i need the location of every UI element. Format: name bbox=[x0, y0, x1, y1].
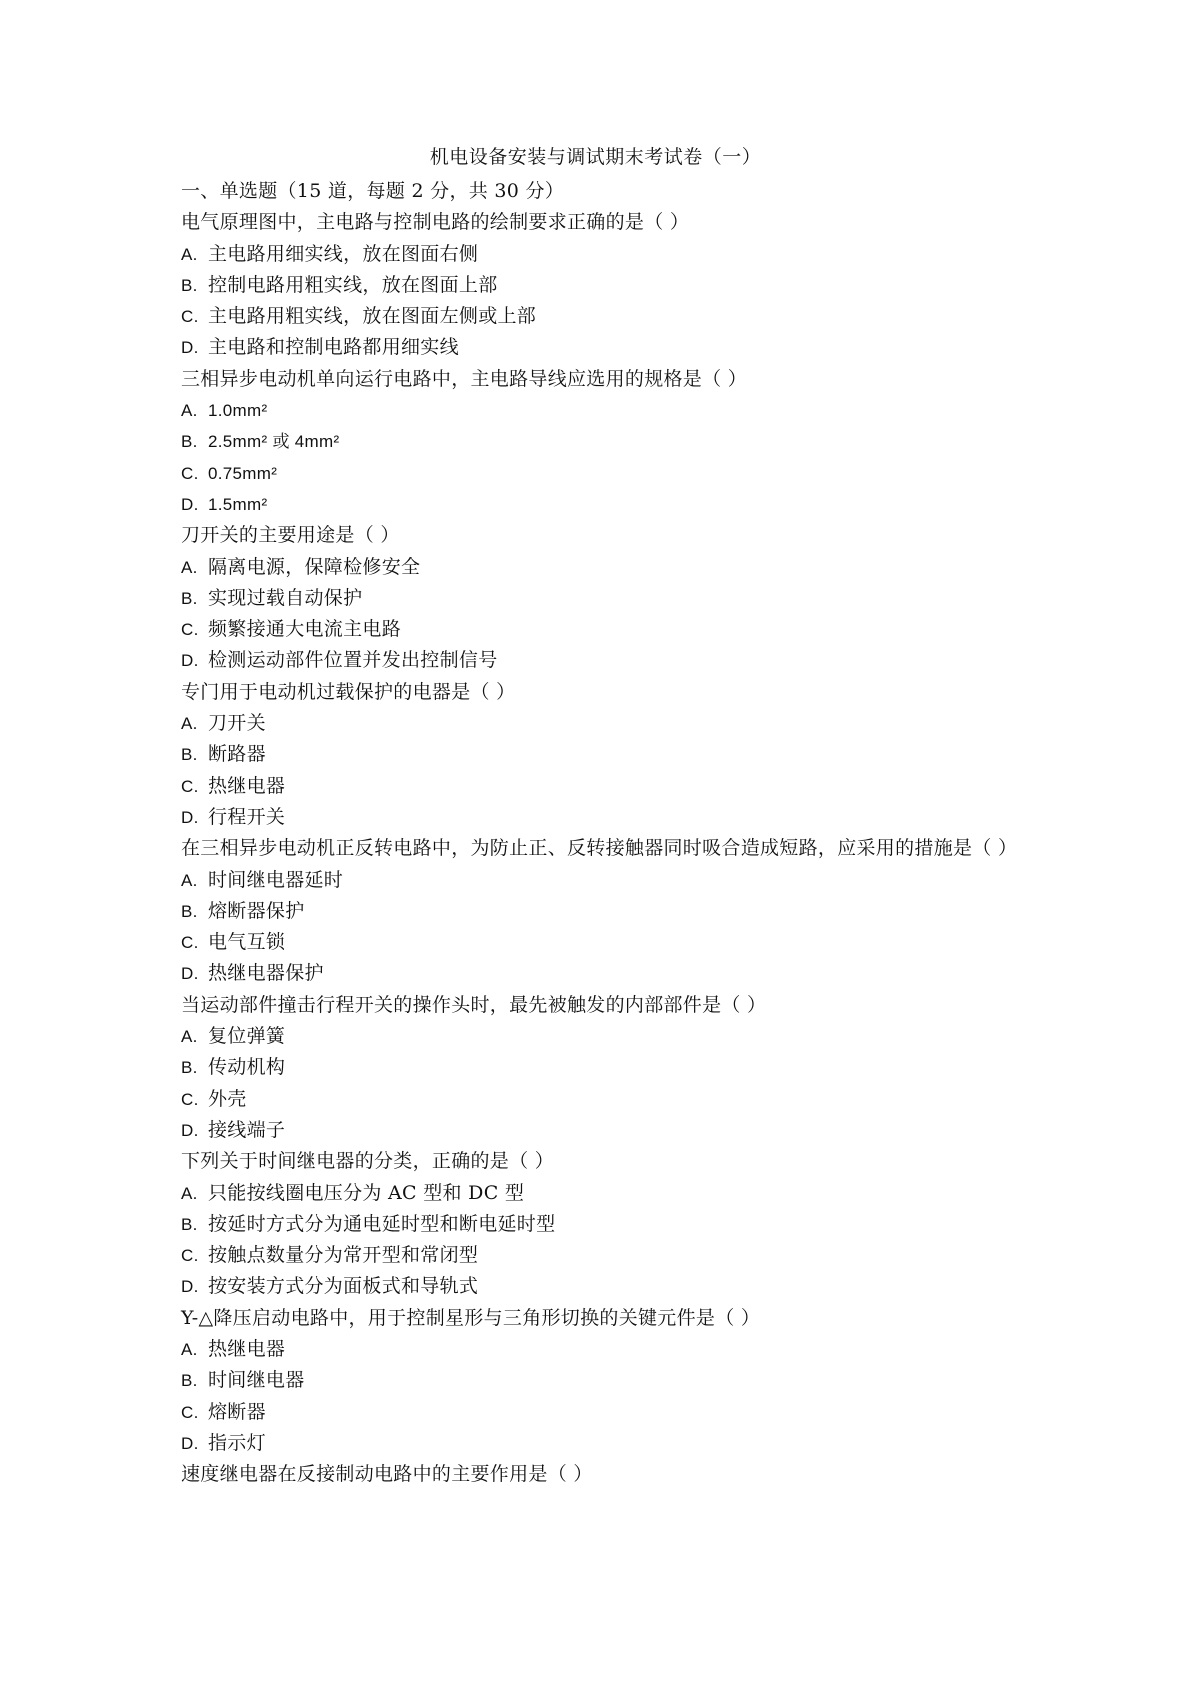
option-letter: C. bbox=[181, 1246, 199, 1266]
option-text: 1.5mm² bbox=[208, 494, 268, 514]
option-text: 断路器 bbox=[208, 743, 266, 766]
answer-option bbox=[181, 332, 1031, 363]
answer-option bbox=[181, 1052, 1031, 1083]
option-letter: D. bbox=[181, 1120, 199, 1140]
option-text: 热继电器 bbox=[208, 1337, 286, 1360]
option-text: 熔断器保护 bbox=[208, 899, 305, 922]
answer-option bbox=[181, 301, 1031, 332]
option-text: 按触点数量分为常开型和常闭型 bbox=[208, 1244, 479, 1267]
option-letter: A. bbox=[181, 870, 198, 890]
answer-option bbox=[181, 489, 1031, 520]
answer-option bbox=[181, 395, 1031, 426]
option-text: 热继电器保护 bbox=[208, 962, 324, 985]
answer-option bbox=[181, 1365, 1031, 1396]
option-letter: C. bbox=[181, 1402, 199, 1422]
option-text: 隔离电源，保障检修安全 bbox=[208, 555, 421, 578]
option-text: 控制电路用粗实线，放在图面上部 bbox=[208, 273, 498, 296]
section-heading: 一、单选题（15 道，每题 2 分，共 30 分） bbox=[181, 180, 565, 202]
option-letter: D. bbox=[181, 651, 199, 671]
option-text: 行程开关 bbox=[208, 805, 286, 828]
option-text: 实现过载自动保护 bbox=[208, 586, 363, 609]
answer-option bbox=[181, 865, 1031, 896]
option-letter: B. bbox=[181, 588, 198, 608]
option-text: 按延时方式分为通电延时型和断电延时型 bbox=[208, 1212, 556, 1235]
option-letter: D. bbox=[181, 1277, 199, 1297]
option-letter: D. bbox=[181, 338, 199, 358]
answer-option bbox=[181, 1084, 1031, 1115]
question-list bbox=[181, 176, 1031, 1490]
question-stem: 当运动部件撞击行程开关的操作头时，最先被触发的内部部件是（ ） bbox=[181, 993, 767, 1016]
option-letter: A. bbox=[181, 244, 198, 264]
answer-option bbox=[181, 927, 1031, 958]
answer-option bbox=[181, 239, 1031, 270]
answer-option bbox=[181, 614, 1031, 645]
option-letter: B. bbox=[181, 745, 198, 765]
option-letter: B. bbox=[181, 275, 198, 295]
answer-option bbox=[181, 458, 1031, 489]
option-text: 时间继电器 bbox=[208, 1369, 305, 1392]
option-letter: A. bbox=[181, 557, 198, 577]
answer-option bbox=[181, 1021, 1031, 1052]
option-text: 频繁接通大电流主电路 bbox=[208, 618, 402, 641]
question-stem: 电气原理图中，主电路与控制电路的绘制要求正确的是（ ） bbox=[181, 211, 690, 234]
answer-option bbox=[181, 552, 1031, 583]
option-letter: A. bbox=[181, 714, 198, 734]
option-text: 指示灯 bbox=[208, 1431, 266, 1454]
option-text: 主电路用粗实线，放在图面左侧或上部 bbox=[208, 305, 537, 328]
option-text: 外壳 bbox=[208, 1087, 247, 1110]
questions-container bbox=[181, 207, 1031, 1490]
option-text: 1.0mm² bbox=[208, 401, 268, 421]
answer-option bbox=[181, 802, 1031, 833]
option-letter: A. bbox=[181, 1339, 198, 1359]
question-stem: Y-△降压启动电路中，用于控制星形与三角形切换的关键元件是（ ） bbox=[181, 1306, 761, 1329]
option-letter: C. bbox=[181, 463, 199, 483]
answer-option bbox=[181, 1397, 1031, 1428]
option-text: 主电路和控制电路都用细实线 bbox=[208, 336, 459, 359]
question-stem: 速度继电器在反接制动电路中的主要作用是（ ） bbox=[181, 1463, 593, 1486]
option-text: 主电路用细实线，放在图面右侧 bbox=[208, 242, 479, 265]
option-text: 熔断器 bbox=[208, 1400, 266, 1423]
option-text: 按安装方式分为面板式和导轨式 bbox=[208, 1275, 479, 1298]
option-text: 2.5mm² 或 4mm² bbox=[208, 432, 340, 452]
answer-option bbox=[181, 896, 1031, 927]
option-letter: D. bbox=[181, 964, 199, 984]
option-letter: C. bbox=[181, 307, 199, 327]
answer-option bbox=[181, 1178, 1031, 1209]
option-letter: D. bbox=[181, 1433, 199, 1453]
option-text: 热继电器 bbox=[208, 774, 286, 797]
answer-option bbox=[181, 1240, 1031, 1271]
option-letter: A. bbox=[181, 1027, 198, 1047]
document-title: 机电设备安装与调试期末考试卷（一） bbox=[429, 146, 762, 168]
question-stem: 三相异步电动机单向运行电路中，主电路导线应选用的规格是（ ） bbox=[181, 367, 748, 390]
option-text: 电气互锁 bbox=[208, 931, 286, 954]
option-text: 传动机构 bbox=[208, 1056, 286, 1079]
question-stem: 刀开关的主要用途是（ ） bbox=[181, 524, 400, 547]
option-text: 0.75mm² bbox=[208, 463, 278, 483]
option-letter: C. bbox=[181, 620, 199, 640]
option-letter: B. bbox=[181, 432, 198, 452]
answer-option bbox=[181, 739, 1031, 770]
answer-option bbox=[181, 771, 1031, 802]
option-text: 接线端子 bbox=[208, 1118, 286, 1141]
option-letter: C. bbox=[181, 1089, 199, 1109]
answer-option bbox=[181, 1209, 1031, 1240]
answer-option bbox=[181, 708, 1031, 739]
option-letter: C. bbox=[181, 933, 199, 953]
answer-option bbox=[181, 645, 1031, 676]
option-letter: B. bbox=[181, 1371, 198, 1391]
answer-option bbox=[181, 1334, 1031, 1365]
option-letter: A. bbox=[181, 401, 198, 421]
answer-option bbox=[181, 583, 1031, 614]
option-letter: D. bbox=[181, 494, 199, 514]
option-letter: B. bbox=[181, 1214, 198, 1234]
answer-option bbox=[181, 1115, 1031, 1146]
option-letter: B. bbox=[181, 1058, 198, 1078]
option-letter: C. bbox=[181, 776, 199, 796]
answer-option bbox=[181, 958, 1031, 989]
option-text: 刀开关 bbox=[208, 712, 266, 735]
answer-option bbox=[181, 1428, 1031, 1459]
option-letter: D. bbox=[181, 807, 199, 827]
question-stem: 下列关于时间继电器的分类，正确的是（ ） bbox=[181, 1150, 555, 1173]
question-stem: 专门用于电动机过载保护的电器是（ ） bbox=[181, 680, 516, 703]
question-stem: 在三相异步电动机正反转电路中，为防止正、反转接触器同时吸合造成短路，应采用的措施是（ ） bbox=[181, 837, 1018, 860]
answer-option bbox=[181, 1271, 1031, 1302]
option-letter: A. bbox=[181, 1183, 198, 1203]
option-text: 检测运动部件位置并发出控制信号 bbox=[208, 649, 498, 672]
option-letter: B. bbox=[181, 901, 198, 921]
option-text: 时间继电器延时 bbox=[208, 868, 344, 891]
option-text: 只能按线圈电压分为 AC 型和 DC 型 bbox=[208, 1181, 525, 1204]
option-text: 复位弹簧 bbox=[208, 1025, 286, 1048]
answer-option bbox=[181, 426, 1031, 457]
answer-option bbox=[181, 270, 1031, 301]
